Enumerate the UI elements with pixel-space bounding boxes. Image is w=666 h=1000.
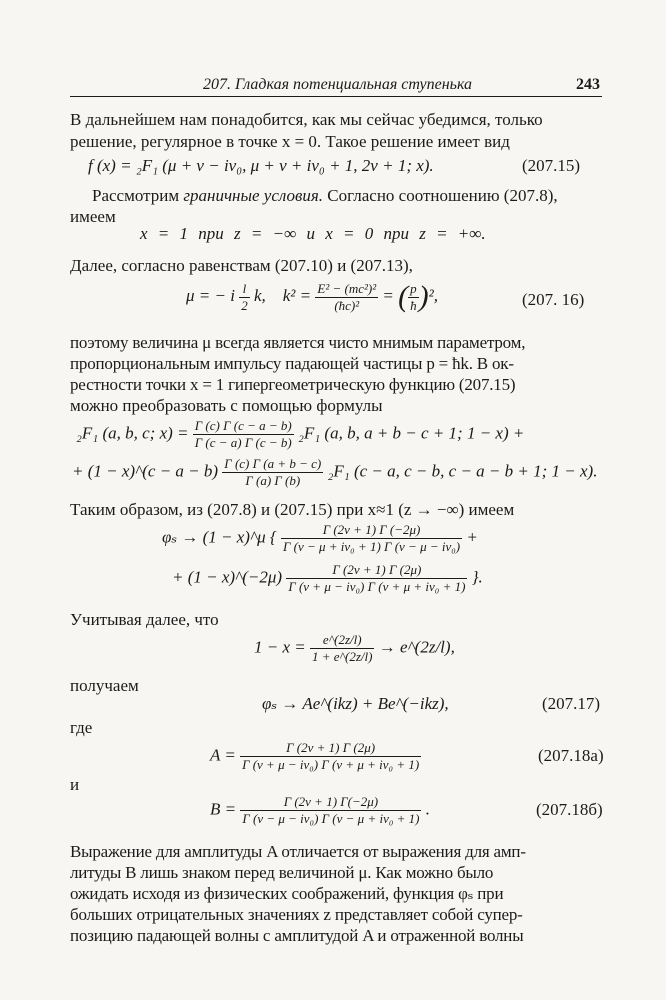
fraction xyxy=(240,794,421,827)
denominator: Γ (c − a) Γ (c − b) xyxy=(194,435,292,450)
eq-part: ₂F₁ (a, b, a + b − c + 1; 1 − x) + xyxy=(297,423,525,443)
text-line: Учитывая далее, что xyxy=(70,610,219,629)
text-span: Рассмотрим xyxy=(92,186,180,205)
equation-number: (207.15) xyxy=(522,156,581,175)
equation-207-15: f (x) = ₂F₁ (μ + ν − iν₀, μ + ν + iν₀ + 1, 2ν + 1; x). xyxy=(88,156,434,175)
equation-number: (207.18а) xyxy=(538,746,604,765)
equation-number: (207.17) xyxy=(542,694,601,713)
page-number: 243 xyxy=(576,76,600,93)
text-line: и xyxy=(70,775,80,794)
numerator: Γ (2ν + 1) Γ(−2μ) xyxy=(240,794,421,811)
text-line: Выражение для амплитуды A отличается от выражения для амп- xyxy=(70,842,526,861)
eq-part: }. xyxy=(471,567,483,587)
text-line: Таким образом, из (207.8) и (207.15) при x≈1 (z → −∞) имеем xyxy=(70,500,515,519)
numerator: Γ (2ν + 1) Γ (−2μ) xyxy=(281,522,462,539)
denominator: 2 xyxy=(241,297,248,313)
eq-part: = xyxy=(382,285,394,305)
eq-part: φₛ → (1 − x)^μ { xyxy=(162,527,277,547)
fraction xyxy=(408,281,419,314)
text-line: имеем xyxy=(70,207,116,226)
equation-number: (207. 16) xyxy=(522,290,585,309)
eq-part: 1 − x = xyxy=(254,637,306,657)
text-line: пропорциональным импульсу падающей частицы p = ħk. В ок- xyxy=(70,354,514,373)
eq-part: → e^(2z/l), xyxy=(378,637,455,657)
equation-207-18a xyxy=(210,740,421,773)
paren-open: ( xyxy=(398,280,409,313)
phi-line-2 xyxy=(172,562,483,595)
equation-207-17: φₛ → Ae^(ikz) + Be^(−ikz), xyxy=(262,694,449,713)
running-title: 207. Гладкая потенциальная ступенька xyxy=(203,76,473,93)
numerator: l xyxy=(239,281,250,298)
denominator: 1 + e^(2z/l) xyxy=(312,649,373,664)
eq-part: + (1 − x)^(c − a − b) xyxy=(72,461,219,481)
denominator: Γ (ν − μ − iν₀) Γ (ν − μ + iν₀ + 1) xyxy=(242,811,420,826)
denominator: Γ (a) Γ (b) xyxy=(245,473,301,488)
formula-line-2 xyxy=(72,456,597,489)
text-line: позицию падающей волны с амплитудой A и отраженной волны xyxy=(70,926,524,945)
denominator: Γ (ν + μ − iν₀) Γ (ν + μ + iν₀ + 1) xyxy=(242,757,420,772)
fraction xyxy=(286,562,467,595)
text-span: Согласно соотношению (207.8), xyxy=(327,186,558,205)
fraction xyxy=(193,418,294,451)
eq-part: ₂F₁ (c − a, c − b, c − a − b + 1; 1 − x). xyxy=(327,461,598,481)
numerator: Γ (c) Γ (c − a − b) xyxy=(194,418,292,433)
text-line: где xyxy=(70,718,93,737)
text-line: Далее, согласно равенствам (207.10) и (207.13), xyxy=(70,256,413,275)
eq-part: ₂F₁ (a, b, c; x) = xyxy=(76,423,189,443)
denominator: Γ (ν + μ − iν₀) Γ (ν + μ + iν₀ + 1) xyxy=(288,579,466,594)
text-line: ожидать исходя из физических соображений, функция φₛ при xyxy=(70,884,504,903)
formula-line-1 xyxy=(76,418,524,451)
denominator: Γ (ν − μ + iν₀ + 1) Γ (ν − μ − iν₀) xyxy=(282,539,461,554)
eq-part: + (1 − x)^(−2μ) xyxy=(172,567,283,587)
eq-part: A = xyxy=(210,745,236,765)
text-line xyxy=(92,186,558,206)
text-italic: граничные условия. xyxy=(183,186,324,205)
equation-number: (207.18б) xyxy=(536,800,603,819)
header-rule xyxy=(70,96,602,97)
eq-part: k, xyxy=(253,285,266,305)
text-line: решение, регулярное в точке x = 0. Такое решение имеет вид xyxy=(70,132,510,151)
numerator: Γ (2ν + 1) Γ (2μ) xyxy=(286,562,467,579)
eq-part: ², xyxy=(428,285,438,305)
fraction xyxy=(315,281,378,314)
eq-part: k² = xyxy=(282,285,312,305)
fraction xyxy=(310,632,374,665)
exp-formula xyxy=(254,632,455,665)
numerator: Γ (c) Γ (a + b − c) xyxy=(224,456,322,471)
fraction xyxy=(222,456,323,489)
fraction xyxy=(281,522,462,555)
text-line: поэтому величина μ всегда является чисто мнимым параметром, xyxy=(70,333,526,352)
equation-207-16 xyxy=(186,280,438,314)
numerator: e^(2z/l) xyxy=(310,632,374,649)
phi-line-1 xyxy=(162,522,478,555)
boundary-conditions: x = 1 при z = −∞ и x = 0 при z = +∞. xyxy=(140,224,486,243)
numerator: p xyxy=(410,280,417,296)
text-line: получаем xyxy=(70,676,139,695)
text-line: рестности точки x = 1 гипергеометрическую функцию (207.15) xyxy=(70,375,516,394)
eq-part: B = xyxy=(210,799,237,819)
eq-part: . xyxy=(425,799,430,819)
eq-part: + xyxy=(466,527,478,547)
fraction xyxy=(240,740,421,773)
fraction xyxy=(239,281,250,314)
text-line: можно преобразовать с помощью формулы xyxy=(70,396,383,415)
eq-part: μ = − i xyxy=(186,285,235,305)
text-line: литуды B лишь знаком перед величиной μ. Как можно было xyxy=(70,863,494,882)
text-line: В дальнейшем нам понадобится, как мы сейчас убедимся, только xyxy=(70,110,543,129)
denominator: ħ xyxy=(410,297,417,313)
denominator: (ħc)² xyxy=(334,297,360,313)
paren-close: ) xyxy=(418,280,429,313)
text-line: больших отрицательных значениях z представляет собой супер- xyxy=(70,905,523,924)
numerator: Γ (2ν + 1) Γ (2μ) xyxy=(240,740,421,757)
equation-207-18b xyxy=(210,794,430,827)
numerator: E² − (mc²)² xyxy=(317,280,377,296)
